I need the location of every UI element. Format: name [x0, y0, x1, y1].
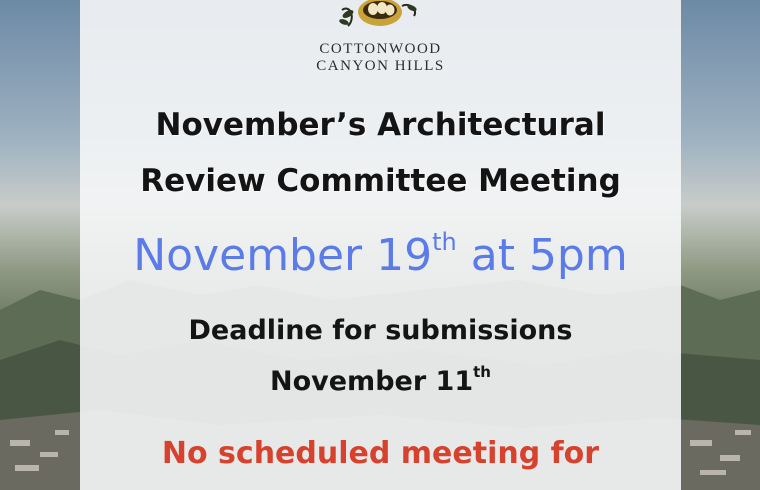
deadline-date-main: November 11 [270, 366, 474, 397]
brand-name-line-2: CANYON HILLS [316, 58, 445, 74]
deadline-line-1: Deadline for submissions [188, 315, 573, 346]
meeting-time: at 5pm [456, 230, 628, 281]
deadline-date-suffix: th [473, 363, 491, 381]
meeting-date-main: November 19 [133, 230, 433, 281]
headline-line-1: November’s Architectural [155, 107, 606, 143]
meeting-date [80, 228, 681, 284]
no-meeting-notice: No scheduled meeting for [161, 436, 600, 471]
headline-line-2: Review Committee Meeting [140, 163, 621, 199]
brand-name-line-1: COTTONWOOD [319, 41, 442, 57]
deadline-date [80, 365, 681, 399]
meeting-date-suffix: th [432, 228, 457, 257]
nest-with-eggs-icon [330, 0, 430, 38]
